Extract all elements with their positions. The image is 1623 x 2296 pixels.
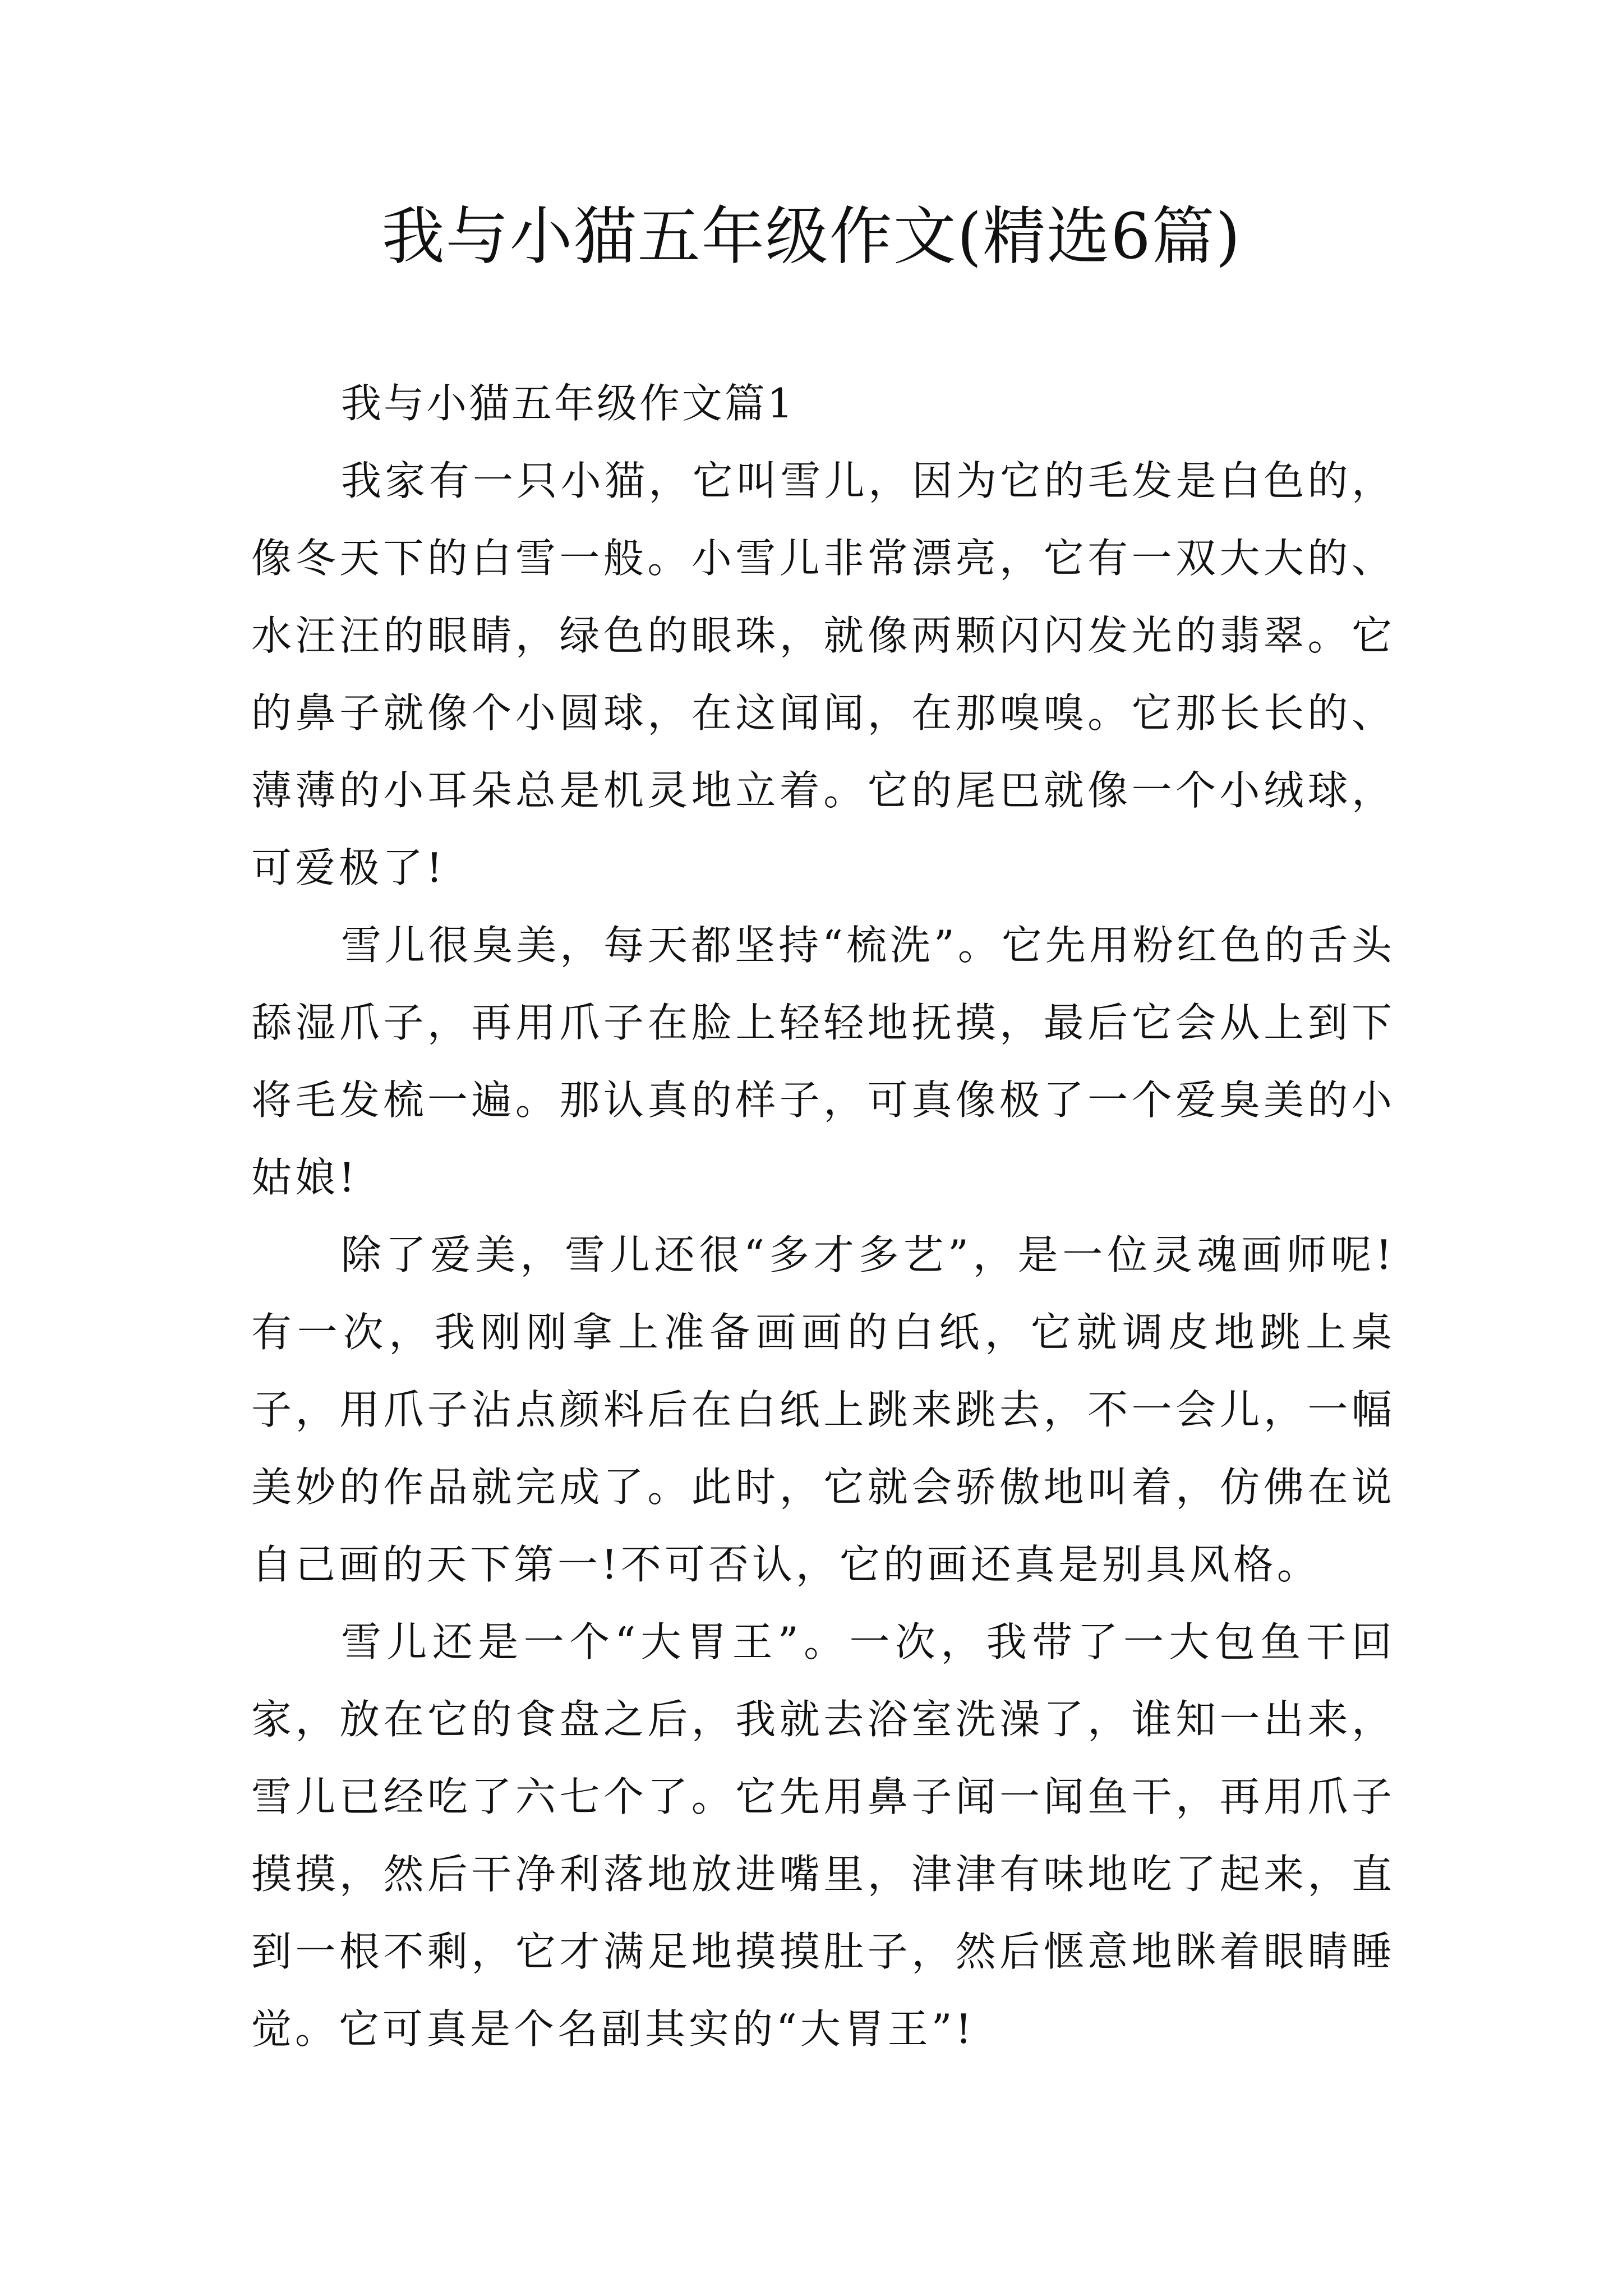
section-heading: 我与小猫五年级作文篇1 (341, 380, 795, 427)
paragraph-1: 我家有一只小猫，它叫雪儿，因为它的毛发是白色的，像冬天下的白雪一般。小雪儿非常漂亮，它有一双大大的、水汪汪的眼睛，绿色的眼珠，就像两颗闪闪发光的翡翠。它的鼻子就像个小圆球，在这闻闻，在那嗅嗅。它那长长的、薄薄的小耳朵总是机灵地立着。它的尾巴就像一个小绒球，可爱极了! (251, 457, 1395, 891)
document-body (251, 365, 1395, 2068)
paragraph-2: 雪儿很臭美，每天都坚持“梳洗”。它先用粉红色的舌头舔湿爪子，再用爪子在脸上轻轻地抚摸，最后它会从上到下将毛发梳一遍。那认真的样子，可真像极了一个爱臭美的小姑娘! (251, 922, 1395, 1201)
paragraph-3: 除了爱美，雪儿还很“多才多艺”，是一位灵魂画师呢!有一次，我刚刚拿上准备画画的白纸，它就调皮地跳上桌子，用爪子沾点颜料后在白纸上跳来跳去，不一会儿，一幅美妙的作品就完成了。此时，它就会骄傲地叫着，仿佛在说自己画的天下第一!不可否认，它的画还真是别具风格。 (251, 1231, 1395, 1588)
document-title: 我与小猫五年级作文(精选6篇) (381, 200, 1242, 273)
paragraph-4: 雪儿还是一个“大胃王”。一次，我带了一大包鱼干回家，放在它的食盘之后，我就去浴室洗澡了，谁知一出来，雪儿已经吃了六七个了。它先用鼻子闻一闻鱼干，再用爪子摸摸，然后干净利落地放进嘴里，津津有味地吃了起来，直到一根不剩，它才满足地摸摸肚子，然后惬意地眯着眼睛睡觉。它可真是个名副其实的“大胃王”! (251, 1618, 1395, 2053)
